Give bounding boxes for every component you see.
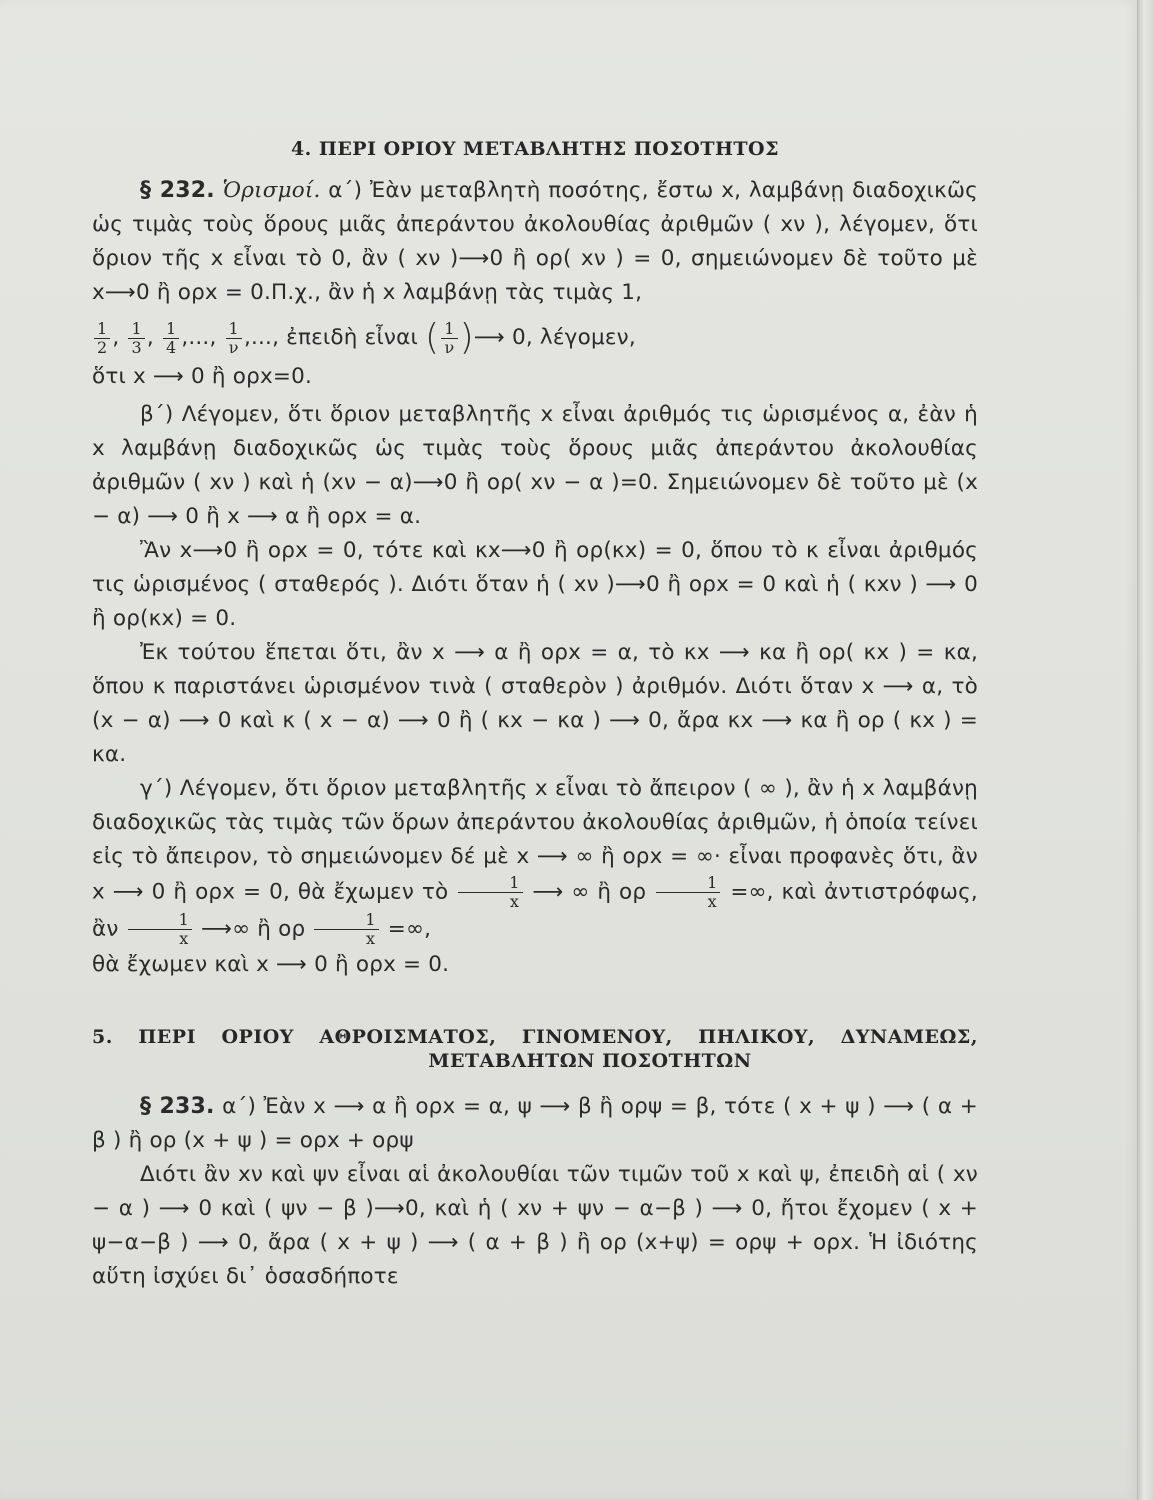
page-edge	[1137, 0, 1153, 1500]
paragraph-232-a-text: α΄) Ἐὰν μεταβλητὴ ποσότης, ἔστω x, λαμβάνῃ διαδοχικῶς ὡς τιμὰς τοὺς ὅρους μιᾶς ἀπεράντου ἀκολουθίας ἀριθμῶν ( xν ), λέγομεν, ὅτι ὅριον τῆς x εἶναι τὸ 0, ἂν ( xν )⟶0 ἢ ορ( xν ) = 0, σημειώνομεν δὲ τοῦτο μὲ x⟶0 ἢ ορx = 0.Π.χ., ἂν ἡ x λαμβάνῃ τὰς τιμὰς 1,	[92, 178, 978, 305]
paragraph-232-a-fraction-line: $\frac{1}{2}$ , $\frac{1}{3}$ , $\frac{1}{4}$ ,..., $\frac{1}{\nu}$ ,..., ἐπειδὴ εἶναι ( $\frac{1}{\nu}$ )⟶ 0, λέγομεν,	[92, 310, 978, 360]
fraction-denominator: x	[179, 929, 189, 948]
fraction-1-4	[163, 320, 179, 357]
fraction-denominator: ν	[228, 337, 239, 357]
fraction-denominator: 4	[165, 337, 177, 357]
paragraph-232-b3: Ἐκ τούτου ἕπεται ὅτι, ἂν x ⟶ α ἢ ορx = α, τὸ κx ⟶ κα ἢ ορ( κx ) = κα, ὅπου κ παριστάνει ὡρισμένον τινὰ ( σταθερὸν ) ἀριθμόν. Διότι ὅταν x ⟶ α, τὸ (x − α) ⟶ 0 καὶ κ ( x − α) ⟶ 0 ἢ ( κx − κα ) ⟶ 0, ἄρα κx ⟶ κα ἢ ορ ( κx ) = κα.	[92, 640, 978, 767]
section-232-title: Ὁρισμοί.	[222, 178, 321, 203]
limit-text-3: ⟶∞ ἢ ορ	[201, 916, 306, 942]
paragraph-232-b2: Ἂν x⟶0 ἢ ορx = 0, τότε καὶ κx⟶0 ἢ ορ(κx) = 0, ὅπου τὸ κ εἶναι ἀριθμός τις ὡρισμένος ( σταθερός ). Διότι ὅταν ἡ ( xν )⟶0 ἢ ορx = 0 καὶ ἡ ( κxν ) ⟶ 0 ἢ ορ(κx) = 0.	[92, 538, 978, 631]
fraction-denominator: 3	[131, 337, 142, 357]
fraction-numerator: 1	[656, 874, 720, 893]
page-content	[92, 128, 978, 1294]
section-232-label: § 232.	[140, 178, 215, 203]
limit-text-1: ⟶ ∞ ἢ ορ	[532, 879, 647, 905]
fraction-1-x-a	[458, 874, 522, 911]
fraction-denominator: ν	[444, 337, 455, 357]
ellipsis-text: ,...,	[181, 325, 217, 350]
fraction-1-3	[128, 320, 144, 357]
section-5-heading-line-2: ΜΕΤΑΒΛΗΤΩΝ ΠΟΣΟΤΗΤΩΝ	[428, 1050, 752, 1072]
left-paren-glyph: (	[425, 317, 440, 358]
fraction-denominator: x	[365, 929, 376, 948]
paragraph-232-c	[92, 772, 978, 948]
fraction-denominator: x	[707, 892, 717, 911]
fraction-numerator: 1	[458, 874, 522, 893]
fraction-numerator: 1	[441, 320, 457, 339]
section-5-heading-line-1: 5. ΠΕΡΙ ΟΡΙΟΥ ΑΘΡΟΙΣΜΑΤΟΣ, ΓΙΝΟΜΕΝΟΥ, ΠΗΛΙΚΟΥ, ΔΥΝΑΜΕΩΣ,	[92, 1026, 978, 1048]
fraction-numerator: 1	[128, 320, 144, 339]
fraction-1-x-b	[656, 874, 720, 911]
right-paren-glyph: )	[459, 317, 474, 358]
fraction-denominator: 2	[97, 337, 108, 357]
limit-tail-text: ⟶ 0, λέγομεν,	[473, 325, 636, 350]
section-5-heading	[92, 1026, 978, 1072]
since-text: ,..., ἐπειδὴ εἶναι	[243, 325, 418, 350]
fraction-numerator: 1	[128, 911, 192, 930]
fraction-numerator: 1	[226, 320, 242, 339]
paragraph-232-a-end: ὅτι x ⟶ 0 ἢ ορx=0.	[92, 364, 313, 389]
limit-text-4: =∞,	[387, 916, 432, 942]
paragraph-233-a	[92, 1090, 978, 1158]
paragraph-232-a	[92, 174, 978, 310]
fraction-numerator: 1	[163, 320, 179, 339]
section-233-label: § 233.	[140, 1094, 215, 1119]
fraction-numerator: 1	[314, 911, 378, 930]
fraction-1-x-d	[314, 911, 378, 948]
paragraph-232-c-text: γ΄) Λέγομεν, ὅτι ὅριον μεταβλητῆς x εἶναι τὸ ἄπειρον ( ∞ ), ἂν ἡ x λαμβάνῃ διαδοχικῶς τὰς τιμὰς τῶν ὅρων ἀπεράντου ἀκολουθίας ἀριθμῶν, ἡ ὁποία τείνει εἰς τὸ ἄπειρον, τὸ σημειώνομεν δέ μὲ x ⟶ ∞ ἢ ορx = ∞· εἶναι προφανὲς ὅτι, ἂν x ⟶ 0 ἢ ορx = 0, θὰ ἔχωμεν τὸ	[92, 776, 978, 905]
section-4-heading: 4. ΠΕΡΙ ΟΡΙΟΥ ΜΕΤΑΒΛΗΤΗΣ ΠΟΣΟΤΗΤΟΣ	[290, 138, 780, 160]
fraction-paren-1-v	[441, 320, 457, 357]
fraction-numerator: 1	[94, 320, 110, 339]
fraction-1-x-c	[128, 911, 192, 948]
fraction-denominator: x	[509, 892, 520, 911]
paragraph-232-b: β΄) Λέγομεν, ὅτι ὅριον μεταβλητῆς x εἶναι ἀριθμός τις ὡρισμένος α, ἐὰν ἡ x λαμβάνῃ διαδοχικῶς ὡς τιμὰς τοὺς ὅρους μιᾶς ἀπεράντου ἀκολουθίας ἀριθμῶν ( xν ) καὶ ἡ (xν − α)⟶0 ἢ ορ( xν − α )=0. Σημειώνομεν δὲ τοῦτο μὲ (x − α) ⟶ 0 ἢ x ⟶ α ἢ ορx = α.	[92, 402, 978, 529]
paragraph-233-a-text: α΄) Ἐὰν x ⟶ α ἢ ορx = α, ψ ⟶ β ἢ ορψ = β, τότε ( x + ψ ) ⟶ ( α + β ) ἢ ορ (x + ψ ) = ορx + ορψ	[92, 1094, 978, 1153]
paragraph-232-c-end: θὰ ἔχωμεν καὶ x ⟶ 0 ἢ ορx = 0.	[92, 952, 450, 977]
limit-text-2: =∞, καὶ ἀντιστρόφως, ἂν	[92, 879, 978, 942]
fraction-1-v	[226, 320, 242, 357]
paragraph-233-b: Διότι ἂν xν καὶ ψν εἶναι αἱ ἀκολουθίαι τῶν τιμῶν τοῦ x καὶ ψ, ἐπειδὴ αἱ ( xν − α ) ⟶ 0 καὶ ( ψν − β )⟶0, καὶ ἡ ( xν + ψν − α−β ) ⟶ 0, ἤτοι ἔχομεν ( x + ψ−α−β ) ⟶ 0, ἄρα ( x + ψ ) ⟶ ( α + β ) ἢ ορ (x+ψ) = ορψ + ορx. Ἡ ἰδιότης αὕτη ἰσχύει δι᾽ ὁσασδήποτε	[92, 1162, 978, 1289]
fraction-1-2	[94, 320, 110, 357]
